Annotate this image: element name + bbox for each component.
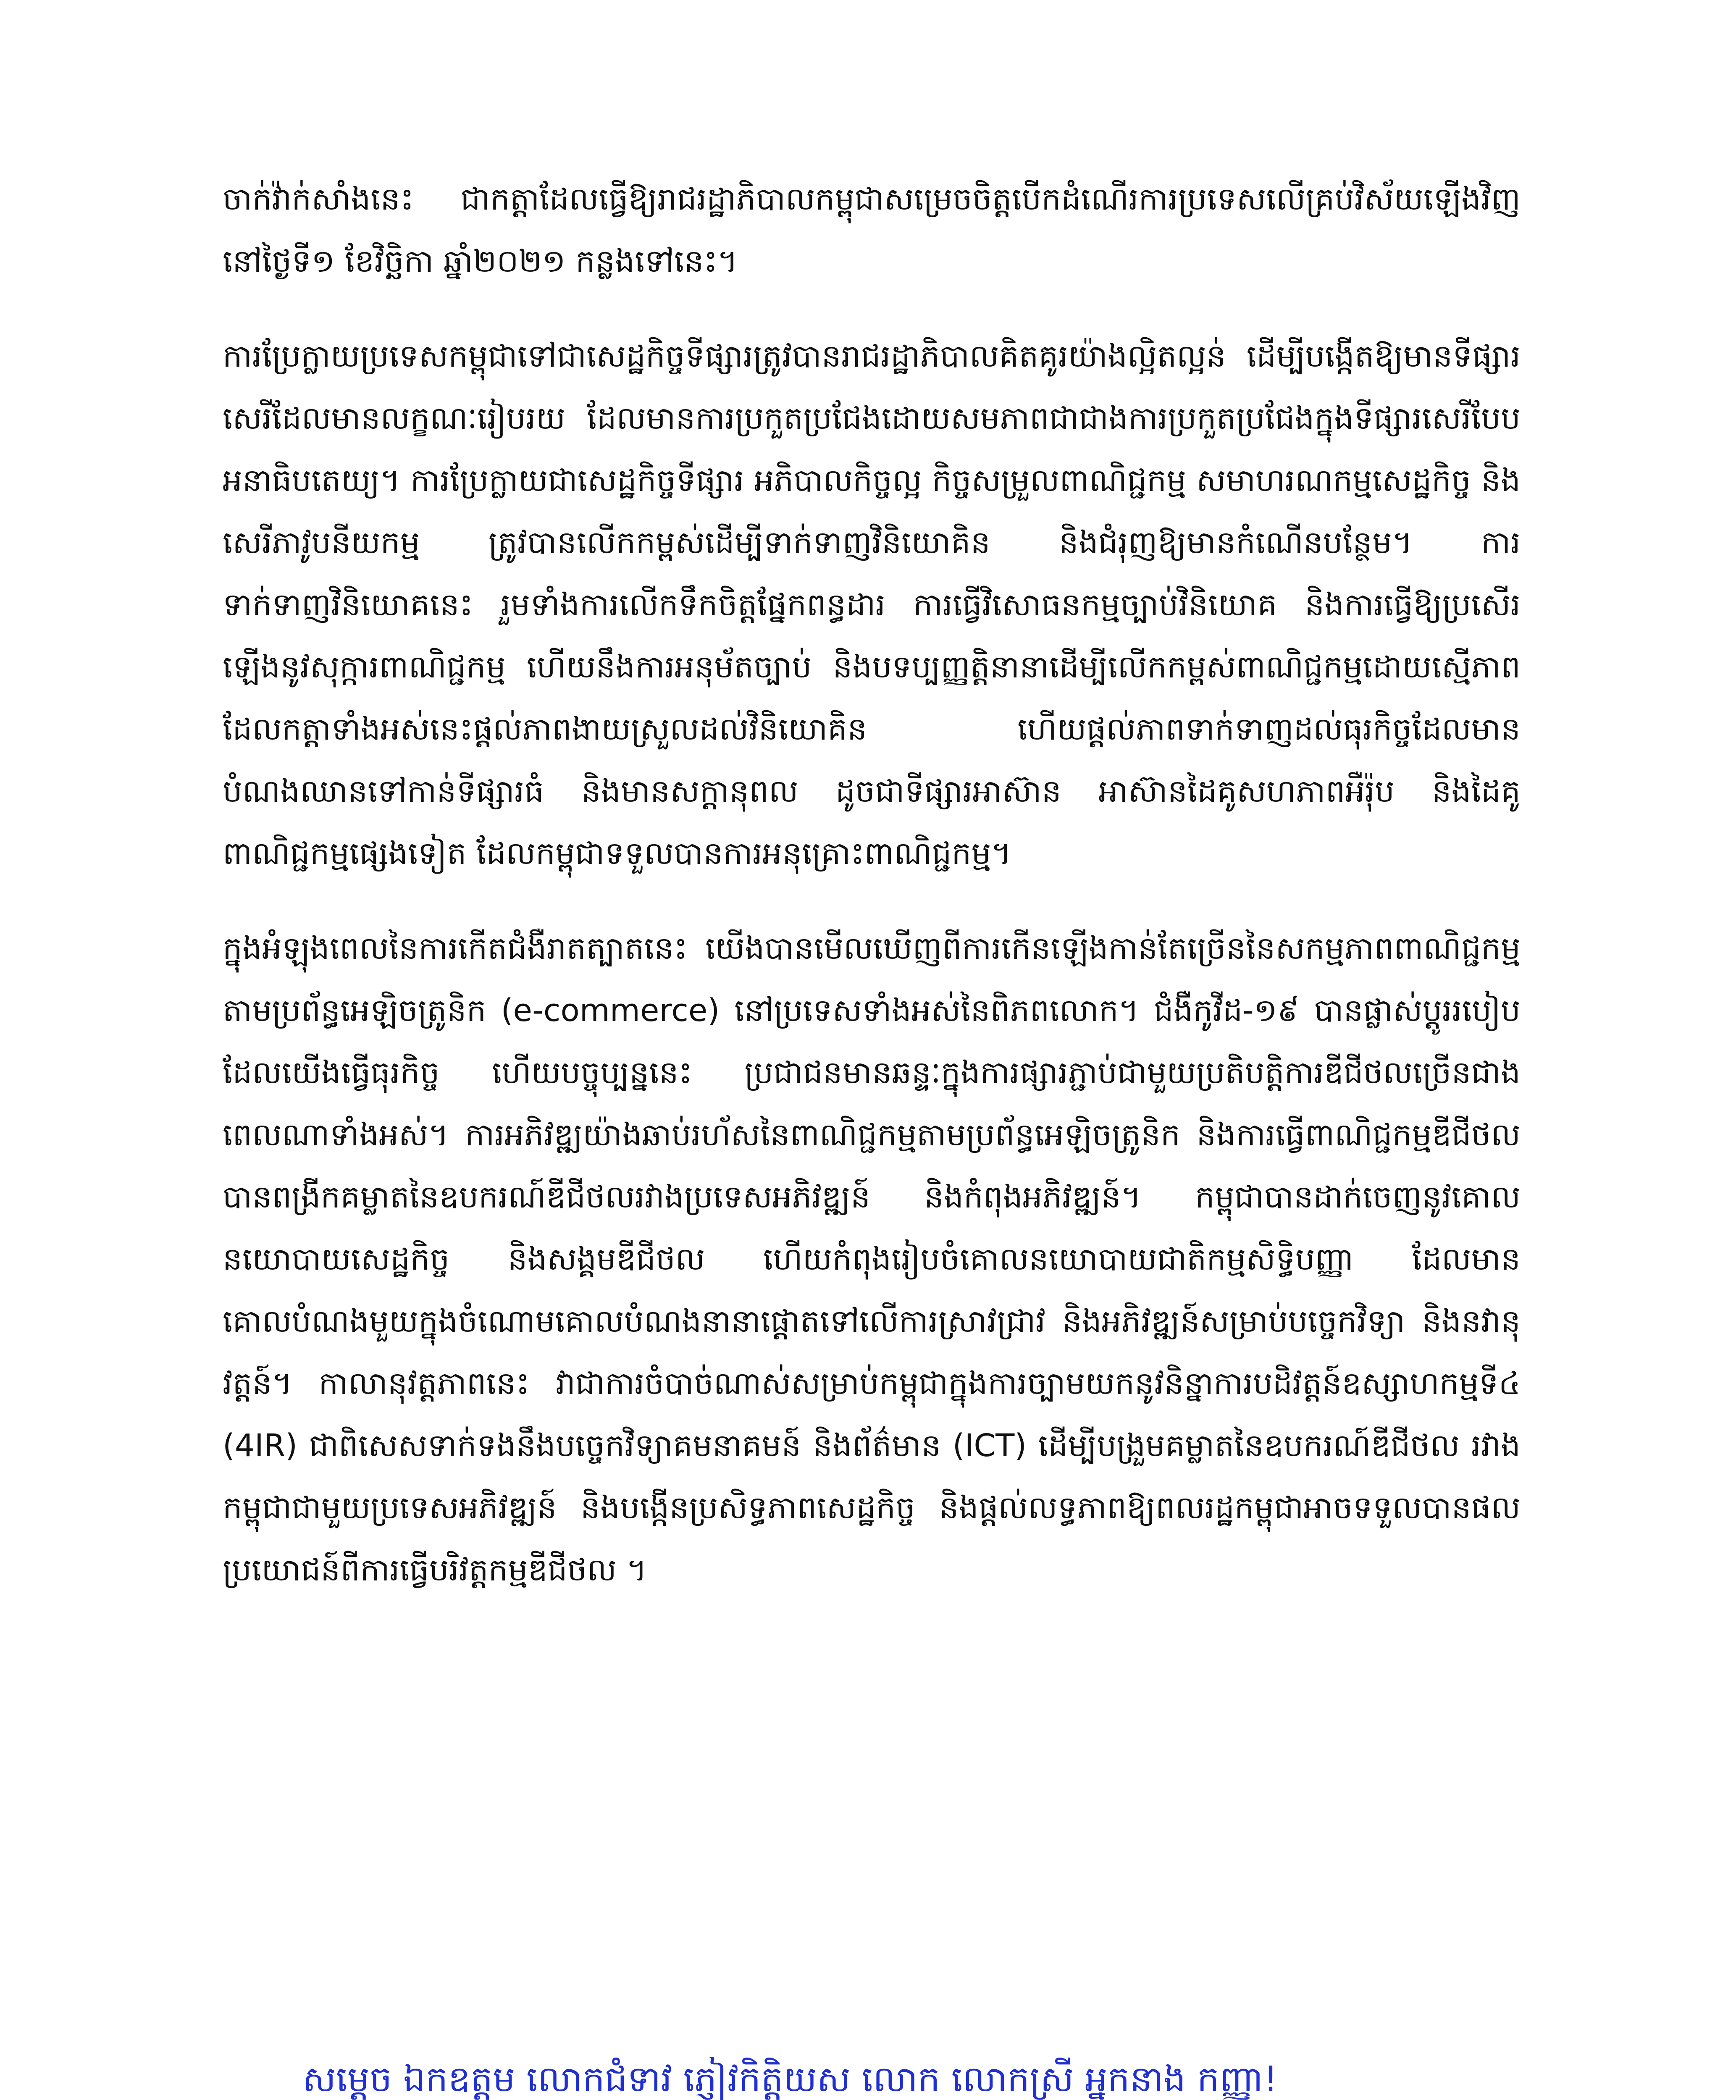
paragraph-1: ចាក់វ៉ាក់សាំងនេះ ជាកត្តាដែលធ្វើឱ្យរាជរដ្ឋាភិបាលកម្ពុជាសម្រេចចិត្តបើកដំណើរការប្រទេសលើគ្រប់វិស័យឡើងវិញ នៅថ្ងៃទី១ ខែវិច្ឆិកា ឆ្នាំ២០២១ កន្លងទៅនេះ។ — [223, 181, 1521, 279]
body-text — [223, 168, 1521, 1634]
closing-salutation: សម្តេច ឯកឧត្តម លោកជំទាវ ភ្ញៀវកិត្តិយស លោក លោកស្រី អ្នកនាង កញ្ញា! — [302, 2058, 1278, 2100]
paragraph-2: ការប្រែក្លាយប្រទេសកម្ពុជាទៅជាសេដ្ឋកិច្ចទីផ្សារត្រូវបានរាជរដ្ឋាភិបាលគិតគូរយ៉ាងល្អិតល្អន់ ដើម្បីបង្កើតឱ្យមានទីផ្សារសេរីដែលមានលក្ខណៈរៀបរយ ដែលមានការប្រកួតប្រជែងដោយសមភាពជាជាងការប្រកួតប្រជែងក្នុងទីផ្សារសេរីបែបអនាធិបតេយ្យ។ ការប្រែក្លាយជាសេដ្ឋកិច្ចទីផ្សារ អភិបាលកិច្ចល្អ កិច្ចសម្រួលពាណិជ្ជកម្ម សមាហរណកម្មសេដ្ឋកិច្ច និងសេរីភាវូបនីយកម្ម ត្រូវបានលើកកម្ពស់ដើម្បីទាក់ទាញវិនិយោគិន និងជំរុញឱ្យមានកំណើនបន្ថែម។ ការទាក់ទាញវិនិយោគនេះ រួមទាំងការលើកទឹកចិត្តផ្នែកពន្ធដារ ការធ្វើវិសោធនកម្មច្បាប់វិនិយោគ និងការធ្វើឱ្យប្រសើរឡើងនូវសុក្ការពាណិជ្ជកម្ម ហើយនឹងការអនុម័តច្បាប់ និងបទប្បញ្ញត្តិនានាដើម្បីលើកកម្ពស់ពាណិជ្ជកម្មដោយស្មើភាព ដែលកត្តាទាំងអស់នេះផ្តល់ភាពងាយស្រួលដល់វិនិយោគិន ហើយផ្តល់ភាពទាក់ទាញដល់ធុរកិច្ចដែលមានបំណងឈានទៅកាន់ទីផ្សារធំ និងមានសក្តានុពល ដូចជាទីផ្សារអាស៊ាន អាស៊ានដៃគូសហភាពអឺរ៉ុប និងដៃគូពាណិជ្ជកម្មផ្សេងទៀត ដែលកម្ពុជាទទួលបានការអនុគ្រោះពាណិជ្ជកម្ម។ — [223, 338, 1521, 872]
paragraph-3: ក្នុងអំឡុងពេលនៃការកើតជំងឺរាតត្បាតនេះ យើងបានមើលឃើញពីការកើនឡើងកាន់តែច្រើននៃសកម្មភាពពាណិជ្ជកម្មតាមប្រព័ន្ធអេឡិចត្រូនិក (e-commerce) នៅប្រទេសទាំងអស់នៃពិភពលោក។ ជំងឺកូវីដ-១៩ បានផ្លាស់ប្តូររបៀបដែលយើងធ្វើធុរកិច្ច ហើយបច្ចុប្បន្ននេះ ប្រជាជនមានឆន្ទៈក្នុងការផ្សារភ្ជាប់ជាមួយប្រតិបត្តិការឌីជីថលច្រើនជាងពេលណាទាំងអស់។ ការអភិវឌ្ឍយ៉ាងឆាប់រហ័សនៃពាណិជ្ជកម្មតាមប្រព័ន្ធអេឡិចត្រូនិក និងការធ្វើពាណិជ្ជកម្មឌីជីថលបានពង្រីកគម្លាតនៃឧបករណ៍ឌីជីថលរវាងប្រទេសអភិវឌ្ឍន៍ និងកំពុងអភិវឌ្ឍន៍។ កម្ពុជាបានដាក់ចេញនូវគោលនយោបាយសេដ្ឋកិច្ច និងសង្គមឌីជីថល ហើយកំពុងរៀបចំគោលនយោបាយជាតិកម្មសិទ្ធិបញ្ញា ដែលមានគោលបំណងមួយក្នុងចំណោមគោលបំណងនានាផ្តោតទៅលើការស្រាវជ្រាវ និងអភិវឌ្ឍន៍សម្រាប់បច្ចេកវិទ្យា និងនវានុវត្តន៍។ កាលានុវត្តភាពនេះ វាជាការចំបាច់ណាស់សម្រាប់កម្ពុជាក្នុងការច្បាមយកនូវនិន្នាការបដិវត្តន៍ឧស្សាហកម្មទី៤ (4IR) ជាពិសេសទាក់ទងនឹងបច្ចេកវិទ្យាគមនាគមន៍ និងព័ត៌មាន (ICT) ដើម្បីបង្រួមគម្លាតនៃឧបករណ៍ឌីជីថល រវាងកម្ពុជាជាមួយប្រទេសអភិវឌ្ឍន៍ និងបង្កើនប្រសិទ្ធភាពសេដ្ឋកិច្ច និងផ្តល់លទ្ធភាពឱ្យពលរដ្ឋកម្ពុជាអាចទទួលបានផលប្រយោជន៍ពីការធ្វើបរិវត្តកម្មឌីជីថល ។ — [223, 930, 1521, 1588]
